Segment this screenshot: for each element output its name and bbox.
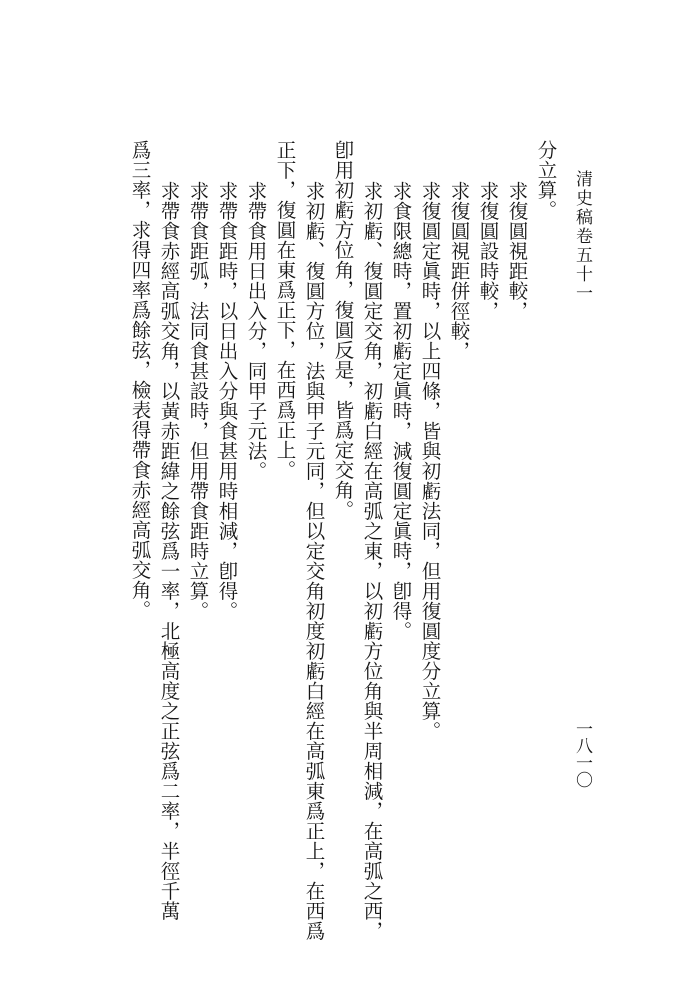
text-column: 求帶食用日出入分，同甲子元法。 xyxy=(244,181,268,481)
running-head: 清史稿卷五十一 xyxy=(572,170,592,303)
text-column: 求帶食赤經高弧交角，以黃赤距緯之餘弦爲一率，北極高度之正弦爲二率，半徑千萬 xyxy=(157,181,181,921)
text-column: 求復圓設時較， xyxy=(476,181,500,321)
text-column: 求初虧、復圓定交角，初虧白經在高弧之東，以初虧方位角與半周相減，在高弧之西， xyxy=(360,181,384,941)
text-column: 卽用初虧方位角，復圓反是，皆爲定交角。 xyxy=(331,140,355,520)
text-column: 求復圓視距較， xyxy=(505,181,529,321)
text-column: 求帶食距弧，法同食甚設時，但用帶食距時立算。 xyxy=(186,181,210,621)
text-column: 正下，復圓在東爲正下，在西爲正上。 xyxy=(273,140,297,480)
text-column: 求帶食距時，以日出入分與食甚用時相減，卽得。 xyxy=(215,181,239,621)
text-column: 求復圓定眞時，以上四條，皆與初虧法同，但用復圓度分立算。 xyxy=(418,181,442,741)
text-column: 求食限總時，置初虧定眞時，減復圓定眞時，卽得。 xyxy=(389,181,413,641)
text-column: 求初虧、復圓方位，法與甲子元同，但以定交角初度初虧白經在高弧東爲正上，在西爲 xyxy=(302,181,326,941)
text-column: 分立算。 xyxy=(534,140,558,220)
text-column: 求復圓視距併徑較， xyxy=(447,181,471,361)
page-number: 一八一〇 xyxy=(572,720,592,788)
text-column: 爲三率，求得四率爲餘弦，檢表得帶食赤經高弧交角。 xyxy=(128,140,152,620)
